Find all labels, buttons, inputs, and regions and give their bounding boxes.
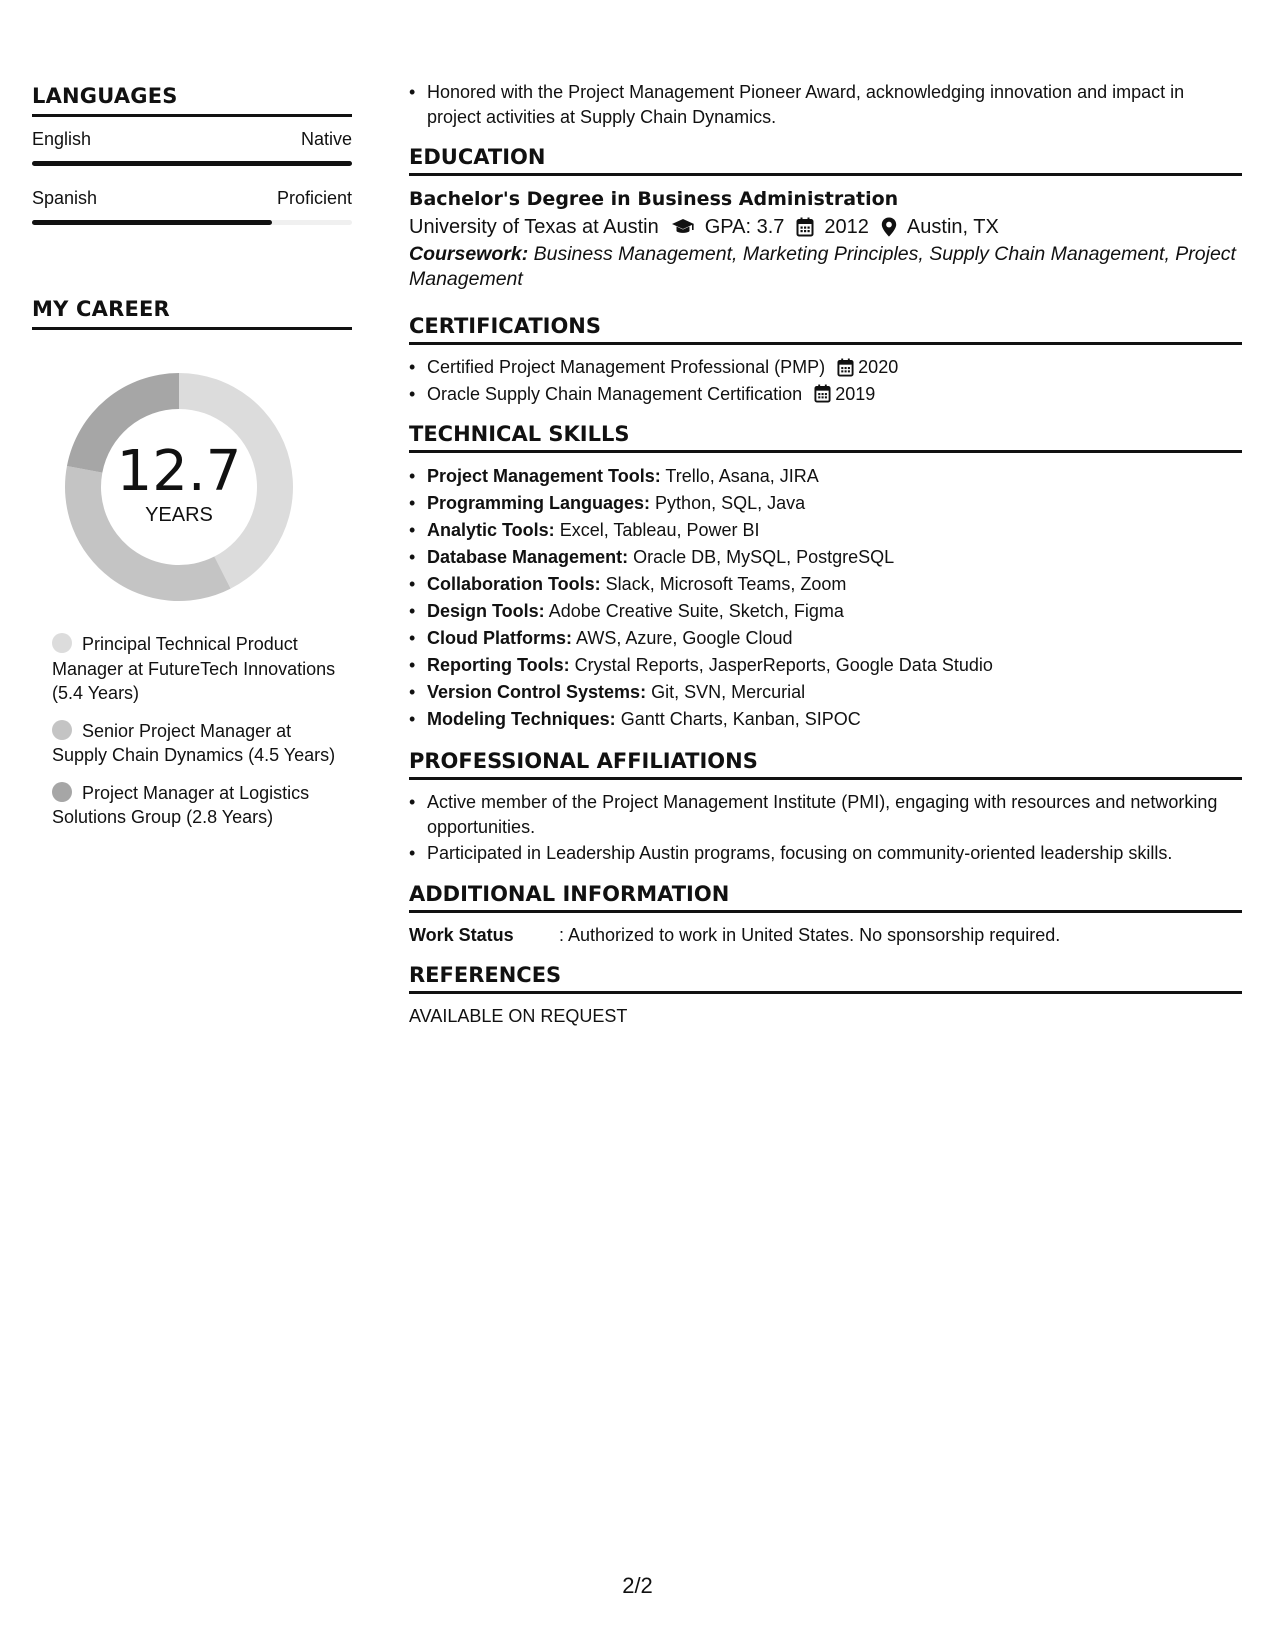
skill-values: Trello, Asana, JIRA (665, 466, 819, 486)
skill-values: Gantt Charts, Kanban, SIPOC (620, 709, 861, 729)
certification-name: • Certified Project Management Professional (PMP) (427, 357, 826, 377)
technical-skills-heading: TECHNICAL SKILLS (409, 422, 1242, 453)
work-status-label: Work Status (409, 924, 514, 945)
language-level: Native (300, 129, 352, 149)
education-location: Austin, TX (906, 216, 999, 238)
career-total-years: 12.7 (116, 438, 242, 504)
legend-dot (52, 633, 72, 653)
language-proficiency-fill (32, 220, 272, 225)
language-spanish (32, 188, 352, 225)
language-level: Proficient (276, 188, 352, 208)
certification-year: 2019 (835, 383, 876, 404)
education-school: University of Texas at Austin (409, 216, 659, 238)
right-column (409, 80, 1242, 1028)
skill-category: Programming Languages: (427, 493, 651, 513)
work-status-value: : Authorized to work in United States. No sponsorship required. (559, 924, 1061, 945)
certifications-heading: CERTIFICATIONS (409, 314, 1242, 345)
references-heading: REFERENCES (409, 963, 1242, 994)
skill-item (409, 490, 1242, 517)
skill-item (409, 463, 1242, 490)
coursework-list: Business Management, Marketing Principles, Supply Chain Management, Project Management (409, 243, 1236, 290)
skill-values: Excel, Tableau, Power BI (559, 520, 760, 540)
references-section (409, 963, 1242, 1028)
languages-heading: LANGUAGES (32, 84, 352, 117)
location-pin-icon (881, 217, 897, 237)
career-legend (52, 632, 342, 830)
skill-category: Cloud Platforms: (427, 628, 573, 648)
skill-values: Adobe Creative Suite, Sketch, Figma (548, 601, 844, 621)
affiliations-section (409, 749, 1242, 866)
experience-bullet: • Honored with the Project Management Pioneer Award, acknowledging innovation and impact in project activities at Supply Chain Dynamics. (409, 80, 1242, 129)
skill-item (409, 679, 1242, 706)
legend-text: Principal Technical Product Manager at FutureTech Innovations (5.4 Years) (52, 634, 336, 703)
donut-center (64, 372, 294, 602)
calendar-icon (814, 384, 831, 403)
legend-text: Senior Project Manager at Supply Chain Dynamics (4.5 Years) (52, 720, 336, 765)
coursework-label: Coursework: (409, 243, 529, 265)
affiliations-heading: PROFESSIONAL AFFILIATIONS (409, 749, 1242, 780)
certification-item (409, 382, 1242, 407)
certifications-list (409, 355, 1242, 406)
affiliation-item: • Active member of the Project Management Institute (PMI), engaging with resources and networking opportunities. (409, 790, 1242, 839)
skill-category: Collaboration Tools: (427, 574, 601, 594)
experience-continued-list (409, 80, 1242, 129)
graduation-cap-icon (671, 218, 695, 236)
skill-item (409, 571, 1242, 598)
skill-item (409, 625, 1242, 652)
skill-values: Slack, Microsoft Teams, Zoom (605, 574, 847, 594)
skill-item (409, 598, 1242, 625)
skill-item (409, 652, 1242, 679)
skill-category: Analytic Tools: (427, 520, 555, 540)
education-section (409, 145, 1242, 292)
language-name: Spanish (32, 188, 98, 208)
education-gpa: GPA: 3.7 (704, 216, 785, 238)
affiliations-list (409, 790, 1242, 866)
skill-category: Reporting Tools: (427, 655, 570, 675)
skill-item (409, 706, 1242, 733)
career-donut-chart (64, 372, 294, 602)
legend-text: Project Manager at Logistics Solutions Group (2.8 Years) (52, 782, 310, 827)
left-column (32, 84, 352, 843)
language-english (32, 129, 352, 166)
skill-item (409, 544, 1242, 571)
skill-values: AWS, Azure, Google Cloud (576, 628, 793, 648)
skill-category: Modeling Techniques: (427, 709, 616, 729)
work-status-row (409, 923, 1242, 947)
certification-year: 2020 (858, 357, 899, 377)
skill-category: Database Management: (427, 547, 629, 567)
certification-name: • Oracle Supply Chain Management Certification (427, 383, 803, 404)
calendar-icon (796, 217, 814, 237)
skill-values: Git, SVN, Mercurial (651, 682, 806, 702)
language-name: English (32, 129, 92, 149)
language-proficiency-bar (32, 220, 352, 225)
skill-values: Crystal Reports, JasperReports, Google Data Studio (574, 655, 993, 675)
skill-category: Design Tools: (427, 601, 545, 621)
page-number: 2/2 (622, 1573, 653, 1598)
skill-values: Oracle DB, MySQL, PostgreSQL (633, 547, 895, 567)
skill-category: Version Control Systems: (427, 682, 647, 702)
additional-info-heading: ADDITIONAL INFORMATION (409, 882, 1242, 913)
skill-category: Project Management Tools: (427, 466, 661, 486)
skill-values: Python, SQL, Java (655, 493, 806, 513)
language-proficiency-fill (32, 161, 352, 166)
language-proficiency-bar (32, 161, 352, 166)
skill-item (409, 517, 1242, 544)
career-total-unit: YEARS (145, 503, 213, 526)
career-legend-item (52, 781, 342, 830)
education-degree: Bachelor's Degree in Business Administration (409, 188, 899, 210)
career-legend-item (52, 632, 342, 706)
legend-dot (52, 782, 72, 802)
career-heading: MY CAREER (32, 297, 352, 330)
references-text: AVAILABLE ON REQUEST (409, 1005, 628, 1026)
education-coursework (409, 242, 1242, 292)
technical-skills-section (409, 422, 1242, 733)
education-heading: EDUCATION (409, 145, 1242, 176)
additional-info-section (409, 882, 1242, 947)
calendar-icon (837, 358, 854, 377)
technical-skills-list (409, 463, 1242, 733)
education-meta (409, 212, 1242, 242)
certification-item (409, 355, 1242, 380)
certifications-section (409, 314, 1242, 406)
career-legend-item (52, 719, 342, 768)
education-year: 2012 (824, 216, 869, 238)
affiliation-item: • Participated in Leadership Austin programs, focusing on community-oriented leadership skills. (409, 841, 1242, 866)
legend-dot (52, 720, 72, 740)
